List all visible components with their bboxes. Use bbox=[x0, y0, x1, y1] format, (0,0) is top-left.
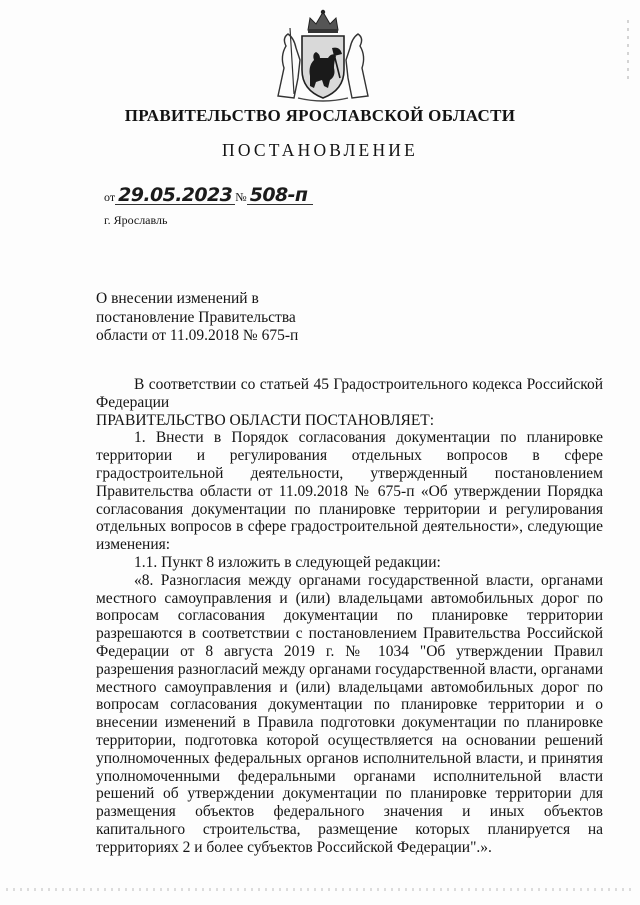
scan-artifact bbox=[627, 20, 629, 80]
clause-8-paragraph: «8. Разногласия между органами государственной власти, органами местного самоуправления и (или) владельцами автомобильных дорог по вопросам согласования документации по планировке территории разрешаются в соответствии с постановлением Правительства Российской Федерации от 8 августа 2019 г. № 1034 "Об утверждении Правил разрешения разногласий между органами государственной власти, органами местного самоуправления и (или) владельцами автомобильных дорог по вопросам согласования документации по планировке территории и о внесении изменений в Правила подготовки документации по планировке территории, подготовка которой осуществляется на основании решений уполномоченных федеральных органов исполнительной власти, и принятия уполномоченными федеральными органами исполнительной власти решений об утверждении документации по планировке территории для размещения объектов федерального значения и иных объектов капитального строительства, размещение которых планируется на территориях 2 и более субъектов Российской Федерации".». bbox=[96, 571, 603, 856]
document-date: 29.05.2023 bbox=[115, 186, 235, 205]
document-body bbox=[96, 376, 603, 857]
coat-of-arms-icon bbox=[272, 8, 374, 102]
clause-1-1-paragraph: 1.1. Пункт 8 изложить в следующей редакции: bbox=[134, 553, 441, 571]
resolution-heading: ПРАВИТЕЛЬСТВО ОБЛАСТИ ПОСТАНОВЛЯЕТ: bbox=[96, 411, 435, 429]
clause-1-paragraph: 1. Внести в Порядок согласования документации по планировке территории и регулирования отдельных вопросов в сфере градостроительной деятельности, утвержденный постановлением Правительства области от 11.09.2018 № 675-п «Об утверждении Порядка согласования документации по планировке территории и регулирования отдельных вопросов в сфере градостроительной деятельности», следующие изменения: bbox=[96, 429, 603, 554]
document-subject bbox=[96, 290, 298, 346]
document-type: ПОСТАНОВЛЕНИЕ bbox=[221, 140, 419, 160]
subject-line: О внесении изменений в bbox=[96, 290, 259, 307]
number-prefix: № bbox=[235, 190, 247, 204]
date-prefix: от bbox=[104, 190, 116, 204]
preamble-paragraph: В соответствии со статьей 45 Градостроительного кодекса Российской Федерации bbox=[96, 376, 603, 411]
city-name: г. Ярославль bbox=[104, 213, 168, 227]
scan-artifact bbox=[6, 888, 634, 891]
subject-line: области от 11.09.2018 № 675-п bbox=[96, 327, 299, 344]
government-title: ПРАВИТЕЛЬСТВО ЯРОСЛАВСКОЙ ОБЛАСТИ bbox=[124, 106, 516, 125]
subject-line: постановление Правительства bbox=[96, 308, 296, 326]
document-number: 508-п bbox=[247, 186, 314, 205]
date-number-line bbox=[104, 186, 313, 205]
